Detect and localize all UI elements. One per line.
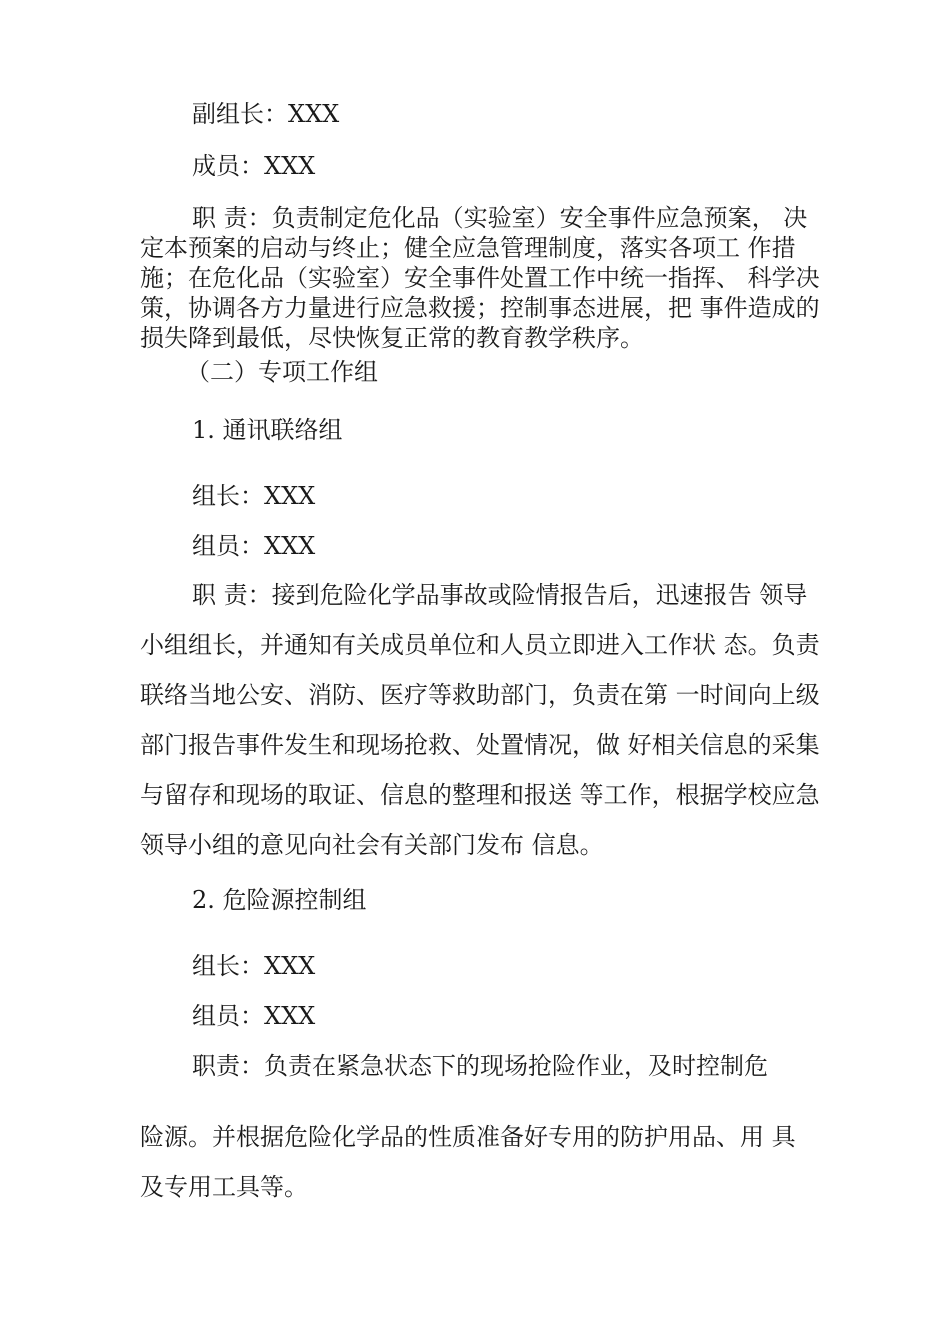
group2-title: 2. 危险源控制组	[192, 886, 367, 914]
member-line: 成员：XXX	[192, 152, 316, 180]
group2-duty-line-1: 职责：负责在紧急状态下的现场抢险作业，及时控制危	[192, 1052, 768, 1080]
vice-leader-line: 副组长：XXX	[192, 100, 340, 128]
group2-duty-line-2: 险源。并根据危险化学品的性质准备好专用的防护用品、用 具	[140, 1123, 796, 1151]
group1-leader-line: 组长：XXX	[192, 482, 316, 510]
group2-duty-line-3: 及专用工具等。	[140, 1173, 308, 1201]
group2-member-line: 组员：XXX	[192, 1002, 316, 1030]
leadership-duty-paragraph: 职 责：负责制定危化品（实验室）安全事件应急预案， 决定本预案的启动与终止；健全应急管理制度，落实各项工 作措施；在危化品（实验室）安全事件处置工作中统一指挥、 科学决策，协调各方力量进行应急救援；控制事态进展，把 事件造成的损失降到最低，尽快恢复正常的教育教学秩序。	[140, 204, 820, 352]
group2-leader-line: 组长：XXX	[192, 952, 316, 980]
group1-duty-paragraph: 职 责：接到危险化学品事故或险情报告后，迅速报告 领导小组组长，并通知有关成员单位和人员立即进入工作状 态。负责联络当地公安、消防、医疗等救助部门，负责在第 一时间向上级部门报告事件发生和现场抢救、处置情况，做 好相关信息的采集与留存和现场的取证、信息的整理和报送 等工作，根据学校应急领导小组的意见向社会有关部门发布 信息。	[140, 581, 820, 859]
section-heading-special-groups: （二）专项工作组	[186, 358, 378, 386]
group1-title: 1. 通讯联络组	[192, 416, 343, 444]
group1-member-line: 组员：XXX	[192, 532, 316, 560]
